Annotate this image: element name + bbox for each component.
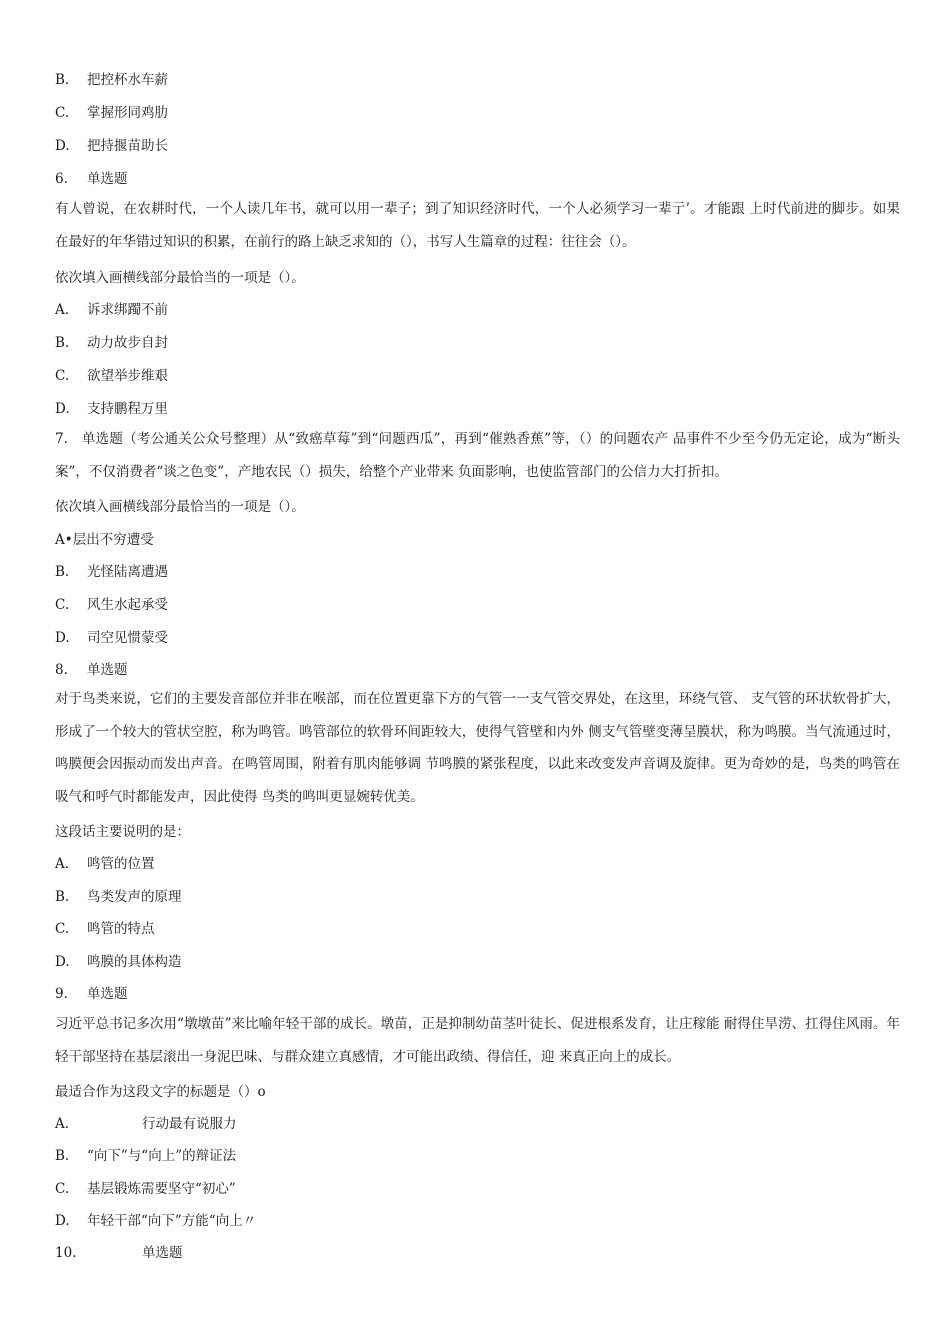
option-text: 年轻干部“向下”方能“向上〃: [87, 1213, 257, 1229]
option-label: B.: [55, 335, 70, 351]
option-text: 司空见惯蒙受: [87, 630, 168, 646]
q8-option-d: [55, 950, 182, 970]
question-type: 单选题: [142, 1245, 183, 1261]
option-text: 基层锻炼需要坚守“初心”: [87, 1181, 236, 1197]
q7-option-b: [55, 560, 168, 580]
q6-header: [55, 167, 128, 187]
option-label: A.: [55, 856, 70, 872]
option-text: 光怪陆离遭遇: [87, 564, 168, 580]
q6-option-c: [55, 364, 168, 384]
q7-prompt: 依次填入画横线部分最恰当的一项是（）。: [55, 499, 305, 515]
option-text: 掌握形同鸡肋: [87, 105, 168, 121]
option-label: D.: [55, 630, 70, 646]
q5-option-c: [55, 101, 168, 121]
q8-option-c: [55, 917, 155, 937]
q9-option-b: [55, 1144, 236, 1164]
q5-option-b: [55, 68, 168, 88]
question-number: 10.: [55, 1245, 77, 1261]
option-label: B.: [55, 889, 70, 905]
option-text: 把持揠苗助长: [87, 138, 168, 154]
option-label: D.: [55, 401, 70, 417]
q6-passage: 有人曾说，在农耕时代，一个人读几年书，就可以用一辈子；到了知识经济时代，一个人必须学习一辈亍’。才能跟 上时代前进的脚步。如果在最好的年华错过知识的积累，在前行的路上缺乏求知的（），书写人生篇章的过程：往往会（）。: [55, 201, 900, 250]
option-label: C.: [55, 1181, 70, 1197]
option-label: B.: [55, 1148, 70, 1164]
option-text: 鸣管的特点: [87, 921, 155, 937]
q6-prompt: 依次填入画横线部分最恰当的一项是（）。: [55, 270, 305, 286]
option-label: C.: [55, 921, 70, 937]
q8-header: [55, 658, 128, 678]
option-label: B.: [55, 564, 70, 580]
q7-option-a: A•层出不穷遭受: [55, 532, 154, 548]
q10-header: [55, 1241, 183, 1261]
question-number: 6.: [55, 171, 68, 187]
option-text: 支持鹏程万里: [87, 401, 168, 417]
q9-option-c: [55, 1177, 236, 1197]
q7-option-c: [55, 593, 168, 613]
question-type: 单选题: [87, 986, 128, 1002]
q8-passage: 对于鸟类来说，它们的主要发音部位并非在喉部，而在位置更靠下方的气管一一支气管交界处，在这里，环绕气管、 支气管的环状软骨扩大，形成了一个较大的管状空腔，称为鸣管。鸣管部位的软骨环间距较大，使得气管壁和内外 侧支气管壁变薄呈膜状，称为鸣膜。当气流通过时，鸣膜便会因振动而发出声音。在鸣管周围，附着有肌肉能够调 节鸣膜的紧张程度，以此来改变发声音调及旋律。更为奇妙的是，鸟类的鸣管在吸气和呼气时都能发声，因此使得 鸟类的鸣叫更显婉转优美。: [55, 691, 900, 805]
option-label: B.: [55, 72, 70, 88]
option-label: A.: [55, 302, 70, 318]
option-text: 行动最有说服力: [142, 1116, 237, 1132]
option-label: D.: [55, 1213, 70, 1229]
q8-prompt: 这段话主要说明的是：: [55, 824, 190, 840]
q9-header: [55, 982, 128, 1002]
option-text: 鸣膜的具体构造: [87, 954, 182, 970]
q6-option-d: [55, 397, 168, 417]
question-type: 单选题: [87, 171, 128, 187]
option-label: A.: [55, 1116, 70, 1132]
q8-option-a: [55, 852, 155, 872]
q9-option-d: [55, 1209, 256, 1229]
q9-passage: 习近平总书记多次用“墩墩苗”来比喻年轻干部的成长。墩苗，正是抑制幼苗茎叶徒长、促进根系发育，让庄稼能 耐得住旱涝、扛得住风雨。年轻干部坚持在基层滚出一身泥巴味、与群众建立真感情，才可能出政绩、得信任，迎 来真正向上的成长。: [55, 1016, 900, 1065]
option-label: C.: [55, 105, 70, 121]
question-number: 9.: [55, 986, 68, 1002]
q8-option-b: [55, 885, 182, 905]
option-text: 诉求绑躅不前: [87, 302, 168, 318]
q9-option-a: [55, 1112, 237, 1132]
option-text: 欲望举步维艰: [87, 368, 168, 384]
option-text: 风生水起承受: [87, 597, 168, 613]
q6-option-b: [55, 331, 168, 351]
option-text: “向下”与“向上”的辩证法: [87, 1148, 237, 1164]
q6-option-a: [55, 298, 168, 318]
option-text: 动力故步自封: [87, 335, 168, 351]
option-label: C.: [55, 368, 70, 384]
q7-passage: 7. 单选题（考公通关公众号整理）从“致癌草莓”到“问题西瓜”，再到“催熟香蕉”等，（）的问题农产 品事件不少至今仍无定论，成为“断头案”，不仅消费者“谈之色变”，产地农民（）损失，给整个产业带来 负面影响，也使监管部门的公信力大打折扣。: [55, 431, 900, 480]
q5-option-d: [55, 134, 168, 154]
question-number: 8.: [55, 662, 68, 678]
option-label: D.: [55, 138, 70, 154]
option-text: 鸟类发声的原理: [87, 889, 182, 905]
question-type: 单选题: [87, 662, 128, 678]
option-text: 鸣管的位置: [87, 856, 155, 872]
q7-option-d: [55, 626, 168, 646]
option-label: D.: [55, 954, 70, 970]
option-label: C.: [55, 597, 70, 613]
option-text: 把控杯水车薪: [87, 72, 168, 88]
q9-prompt: 最适合作为这段文字的标题是（）o: [55, 1084, 266, 1100]
